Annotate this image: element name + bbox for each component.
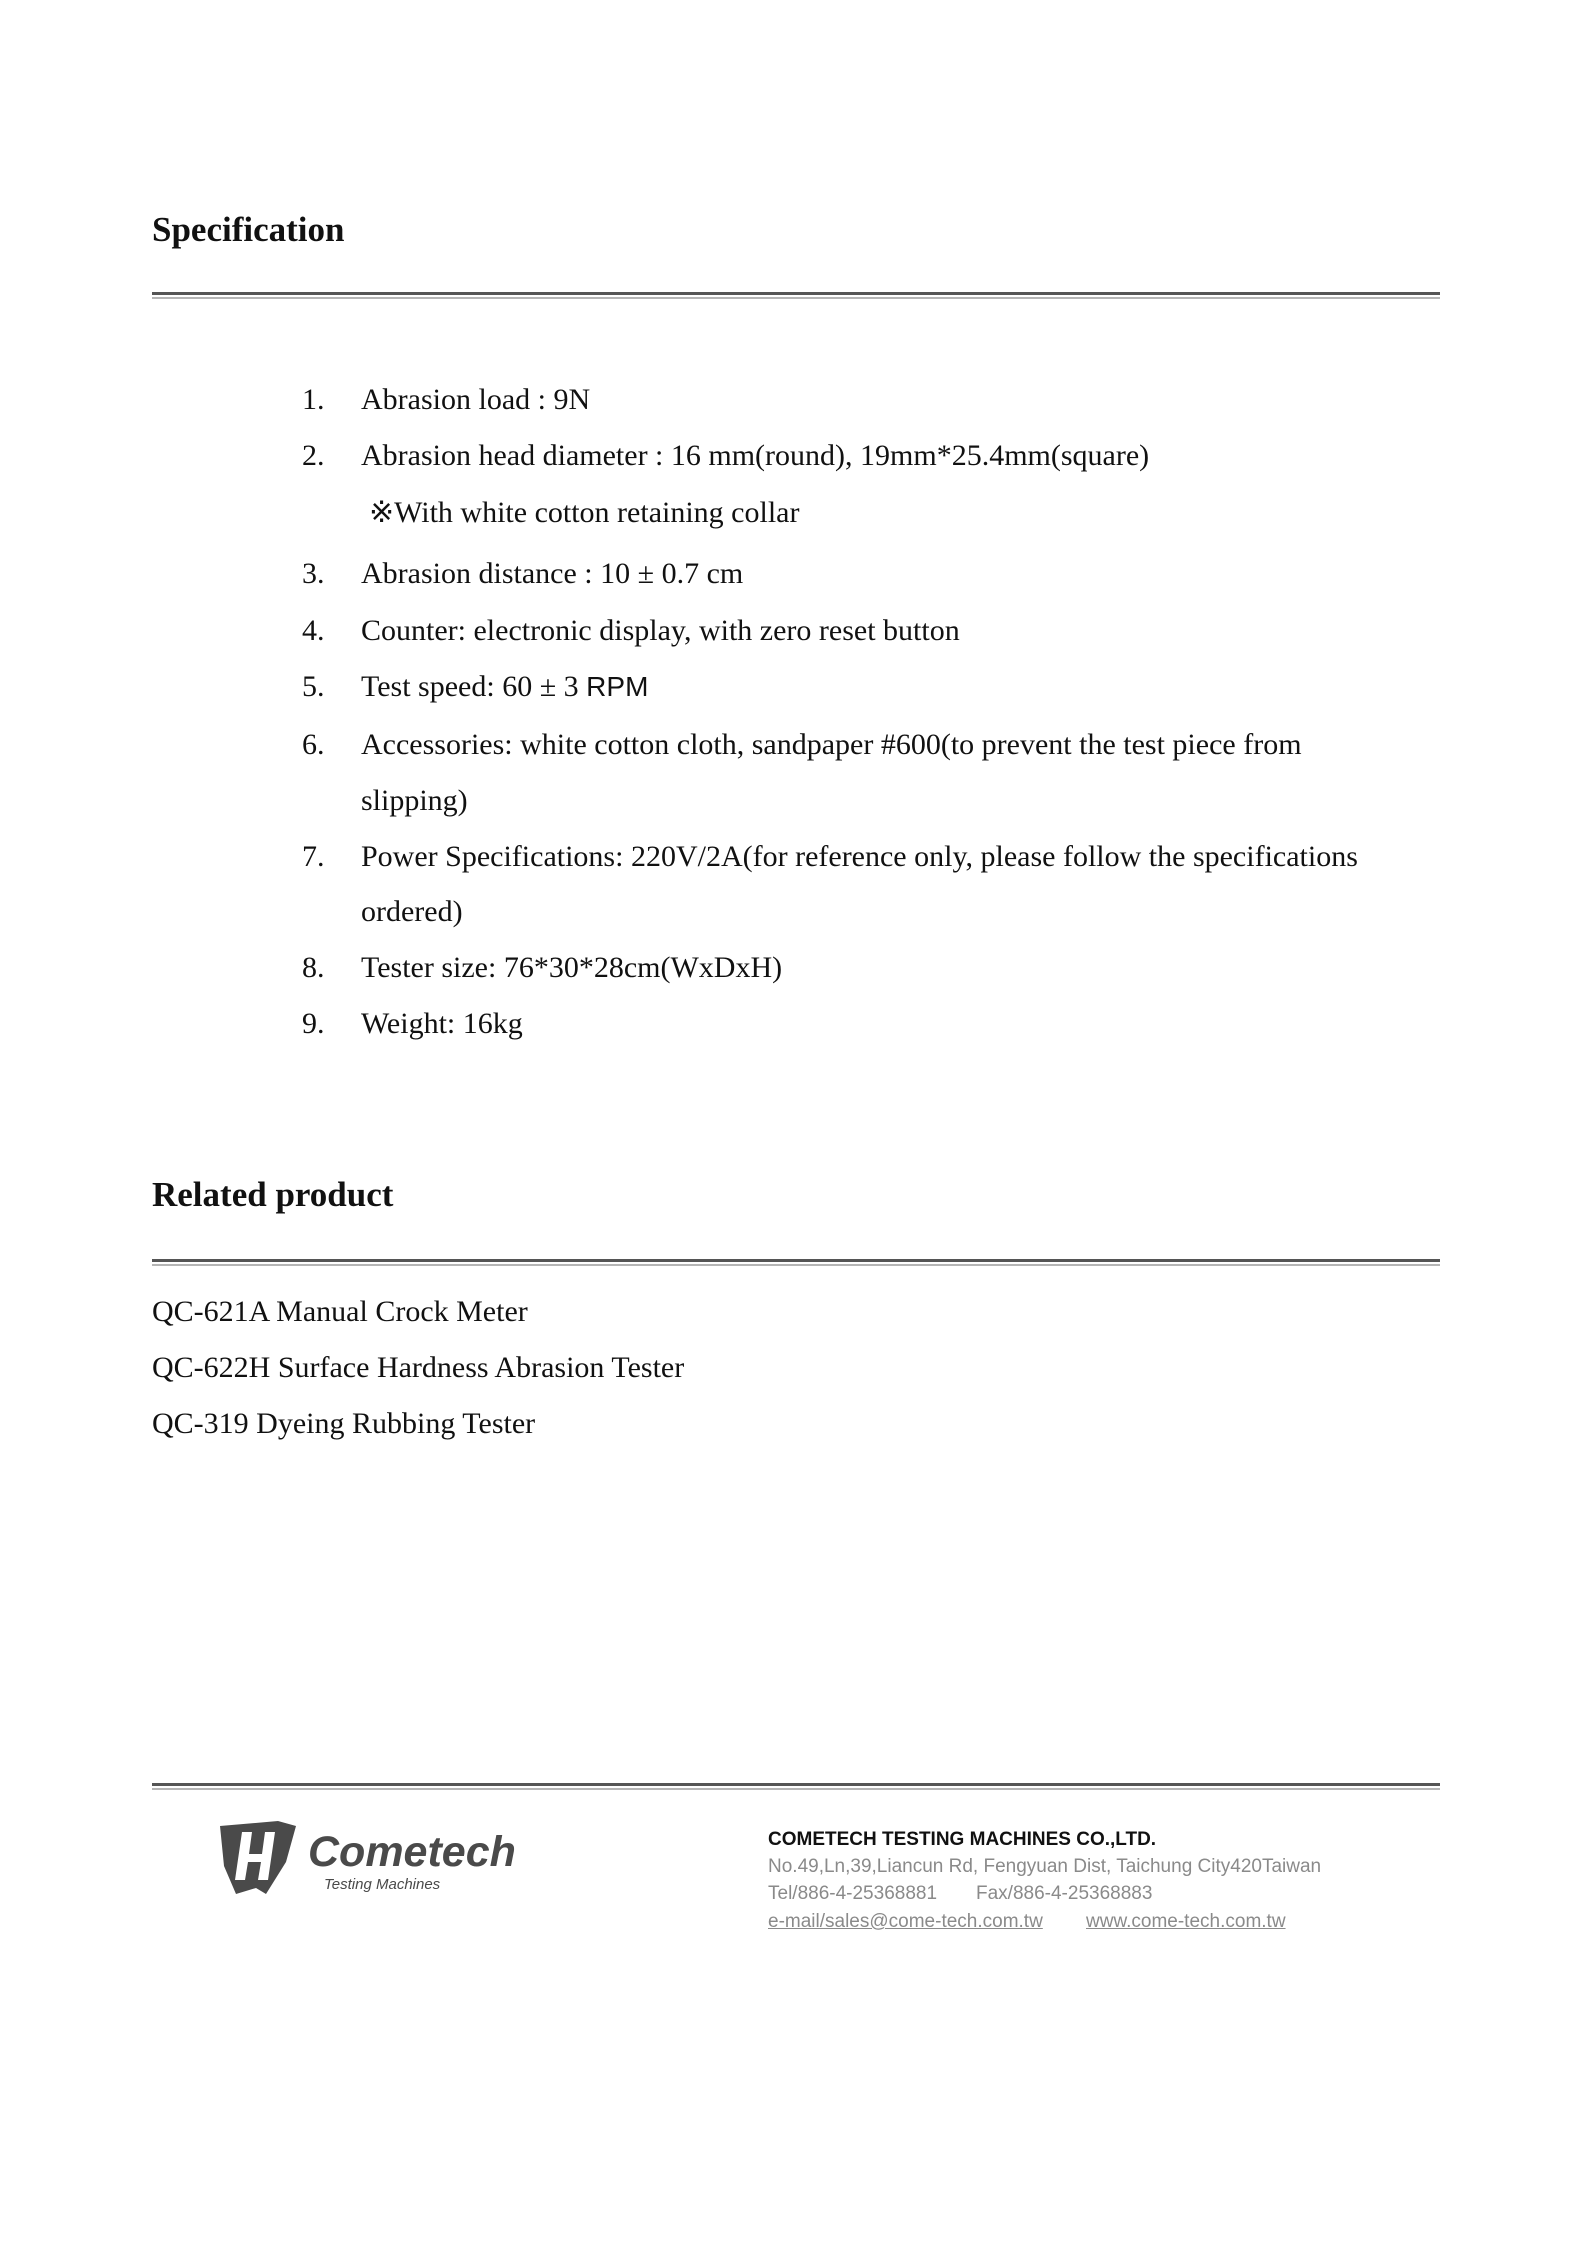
logo-tagline: Testing Machines bbox=[324, 1876, 441, 1893]
section-divider bbox=[152, 1259, 1440, 1266]
specification-heading: Specification bbox=[152, 210, 345, 249]
company-fax: Fax/886-4-25368883 bbox=[976, 1883, 1153, 1904]
item-text: Abrasion head diameter : 16 mm(round), 19mm*25.4mm(square) bbox=[361, 439, 1150, 472]
item-number: 6. bbox=[302, 728, 325, 761]
item-text: Abrasion distance : 10 ± 0.7 cm bbox=[361, 557, 744, 590]
item-number: 1. bbox=[302, 383, 325, 416]
footer-divider bbox=[152, 1783, 1440, 1790]
cometech-logo bbox=[216, 1818, 556, 1896]
item-number: 7. bbox=[302, 840, 325, 873]
item-text-continued: ordered) bbox=[361, 895, 463, 928]
spec-note: ※With white cotton retaining collar bbox=[369, 496, 800, 529]
company-address: No.49,Ln,39,Liancun Rd, Fengyuan Dist, Taichung City420Taiwan bbox=[768, 1856, 1322, 1877]
email-link[interactable]: e-mail/sales@come-tech.com.tw bbox=[768, 1911, 1043, 1932]
item-text: Accessories: white cotton cloth, sandpaper #600(to prevent the test piece from bbox=[361, 728, 1302, 761]
item-text-main: Test speed: 60 ± 3 bbox=[361, 670, 587, 703]
item-text: Abrasion load : 9N bbox=[361, 383, 591, 416]
item-number: 3. bbox=[302, 557, 325, 590]
item-text: Tester size: 76*30*28cm(WxDxH) bbox=[361, 951, 783, 984]
company-tel: Tel/886-4-25368881 bbox=[768, 1883, 938, 1904]
related-product-item: QC-621A Manual Crock Meter bbox=[152, 1295, 528, 1328]
item-text-continued: slipping) bbox=[361, 784, 468, 817]
website-link[interactable]: www.come-tech.com.tw bbox=[1086, 1911, 1286, 1932]
item-text: Counter: electronic display, with zero reset button bbox=[361, 614, 960, 647]
item-text bbox=[361, 672, 648, 702]
item-number: 4. bbox=[302, 614, 325, 647]
related-product-item: QC-319 Dyeing Rubbing Tester bbox=[152, 1407, 536, 1440]
item-text-unit: RPM bbox=[586, 671, 649, 702]
item-text: Power Specifications: 220V/2A(for reference only, please follow the specifications bbox=[361, 840, 1358, 873]
item-text: Weight: 16kg bbox=[361, 1007, 523, 1040]
logo-wordmark: Cometech bbox=[308, 1828, 516, 1876]
related-product-heading: Related product bbox=[152, 1175, 394, 1214]
item-number: 5. bbox=[302, 670, 325, 703]
item-number: 9. bbox=[302, 1007, 325, 1040]
item-number: 2. bbox=[302, 439, 325, 472]
section-divider bbox=[152, 292, 1440, 299]
related-product-item: QC-622H Surface Hardness Abrasion Tester bbox=[152, 1351, 685, 1384]
item-number: 8. bbox=[302, 951, 325, 984]
company-name: COMETECH TESTING MACHINES CO.,LTD. bbox=[768, 1829, 1157, 1850]
